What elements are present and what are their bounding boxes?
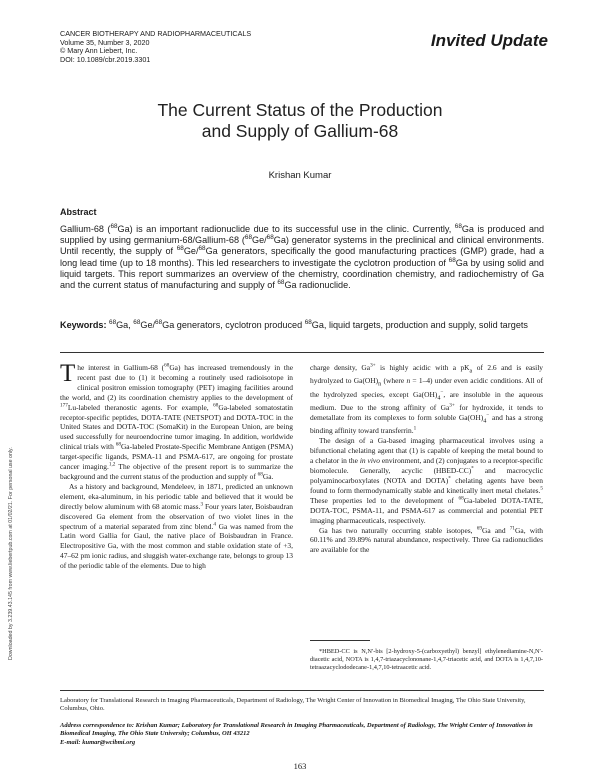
affiliation: Laboratory for Translational Research in Imaging Pharmaceuticals, Department of Radiology, The Wright Center of Innovation in Biomedical Imaging, The Ohio State University, Columbus, Ohio.: [60, 697, 526, 713]
drop-cap: T: [60, 360, 76, 387]
abstract-text: Gallium-68 ($^{68}$Ga) is an important radionuclide due to its successful use in the clinic. Currently, $^{68}$Ga is produced and supplied by using germanium-68/Gallium-68 ($^{68}$Ge/$^{68}$Ga) generator systems in the preclinical and clinical environments. Until recently, the supply of $^{68}$Ge/$^{68}$Ga generators, specifically the good manufacturing practices (GMP) grade, had a long lead time (up to 18 months). This led researchers to investigate the cyclotron production of $^{68}$Ga by using solid and liquid targets. This report summarizes an overview of the chemistry, coordination chemistry, and radiochemistry of Ga and the current status of manufacturing and supply of $^{68}$Ga radionuclide.: [60, 222, 544, 291]
paragraph: The interest in Gallium-68 ($^{68}$Ga) has increased tremendously in the recent past due to (1) it becoming a routinely used radioisotope in clinical positron emission tomography (PET) imaging facilities around the world, and (2) its coordination chemistry applies to the development of $^{177}$Lu-labeled theranostic agents. For example, $^{68}$Ga-labeled somatostatin receptor-specific peptides, DOTA-TATE (NETSPOT) and DOTA-TOC in the United States and DOTA-TOC (SomaKit) in the European Union, are being used successfully for neuroendocrine tumor imaging. In addition, worldwide clinical trials with $^{68}$Ga-labeled Prostate-Specific Membrane Antigen (PSMA) target-specific ligands, PSMA-11 and PSMA-617, are ongoing for prostate cancer imaging.$^{1,2}$ The objective of the present report is to summarize the background and the current status of the production and supply of $^{68}$Ga.: [60, 360, 294, 481]
footnote-divider: [310, 640, 370, 641]
paragraph: As a history and background, Mendeleev, in 1871, predicted an unknown element, eka-aluminum, in his periodic table and believed that it would be directly below aluminum with 68 atomic mass.$^3$ Four years later, Boisbaudran discovered Ga element from the observation of two violet lines in the spectrum of a material separated from zinc blend.$^4$ Ga was named from the Latin word Gallia for Gaul, the native place of Boisbaudran in France. Electropositive Ga, with the most common and stable oxidation state of +3, 47–62 pm ionic radius, and sluggish water-exchange rate, belongs to group 13 of the periodic table of the elements. Due to high: [60, 481, 294, 571]
section-divider: [60, 352, 544, 353]
journal-copyright: © Mary Ann Liebert, Inc.: [60, 46, 138, 56]
paragraph: The design of a Ga-based imaging pharmaceutical involves using a bifunctional chelating agent that (1) is capable of keeping the metal bound to a chelator in the in vivo environment, and (2) conjugates to a receptor-specific biomolecule. Generally, acyclic (HBED-CC)* and macrocyclic polyaminocarboxylates (NOTA and DOTA)* chelating agents have been found to form thermodynamically stable and kinetically inert metal chelates.$^5$ These properties led to the development of $^{68}$Ga-labeled DOTA-TATE, DOTA-TOC, PSMA-11, and PSMA-617 as commercial and potential PET imaging pharmaceuticals, respectively.: [310, 436, 543, 525]
keywords: Keywords: $^{68}$Ga, $^{68}$Ge/$^{68}$Ga generators, cyclotron produced $^{68}$Ga, liquid targets, production and supply, solid targets: [60, 318, 528, 330]
affiliation-divider: [60, 690, 544, 691]
body-column-right: [310, 363, 543, 555]
journal-info: [60, 30, 251, 64]
keywords-label: Keywords:: [60, 320, 107, 330]
article-title: [0, 100, 600, 142]
article-type-badge: Invited Update: [430, 31, 548, 50]
footnote: *HBED-CC is N,N′-bis [2-hydroxy-5-(carboxyethyl) benzyl] ethylenediamine-N,N′-diacetic acid, NOTA is 1,4,7-triazacyclononane-1,4,7-triacetic acid, and DOTA is 1,4,7,10-tetraazacyclododecane-1,4,7,10-tetraacetic acid.: [310, 648, 543, 672]
page-number: 163: [293, 761, 307, 771]
journal-name: CANCER BIOTHERAPY AND RADIOPHARMACEUTICALS: [60, 29, 252, 38]
author-name: Krishan Kumar: [268, 170, 332, 181]
title-line-1: The Current Status of the Production: [157, 100, 443, 120]
abstract-heading: Abstract: [60, 207, 97, 217]
paragraph: charge density, $Ga^{3+}$ is highly acidic with a $pK_a$ of 2.6 and is easily hydrolyzed to $Ga(OH)_n$ (where n = 1–4) under even acidic conditions. All of the hydrolyzed species, except $Ga(OH)_4^-$, are insoluble in the aqueous medium. Due to the strong affinity of $Ga^{3+}$ for hydroxide, it tends to demetallate from its complexes to form soluble $Ga(OH)_4^-$ and has a strong binding affinity toward transferrin.$^1$: [310, 362, 544, 436]
title-line-2: and Supply of Gallium-68: [201, 121, 399, 141]
body-column-left: [60, 360, 294, 571]
correspondence-address: Address correspondence to: Krishan Kumar; Laboratory for Translational Research in Imaging Pharmaceuticals, Department of Radiology, The Wright Center of Innovation in Biomedical Imaging, The Ohio State University; Columbus, OH 43212: [60, 722, 533, 738]
journal-volume: Volume 35, Number 3, 2020: [60, 37, 150, 47]
correspondence-email[interactable]: E-mail: kumar@wcibmi.org: [60, 738, 136, 746]
paragraph: Ga has two naturally occurring stable isotopes, $^{69}$Ga and $^{71}$Ga, with 60.11% and 39.89% natural abundance, respectively. Three Ga radionuclides are available for the: [310, 525, 543, 555]
download-notice: Downloaded by 3.239.43.145 from www.liebertpub.com at 01/02/21. For personal use only.: [8, 447, 14, 660]
journal-doi: DOI: 10.1089/cbr.2019.3301: [60, 54, 151, 64]
correspondence: [60, 722, 544, 747]
